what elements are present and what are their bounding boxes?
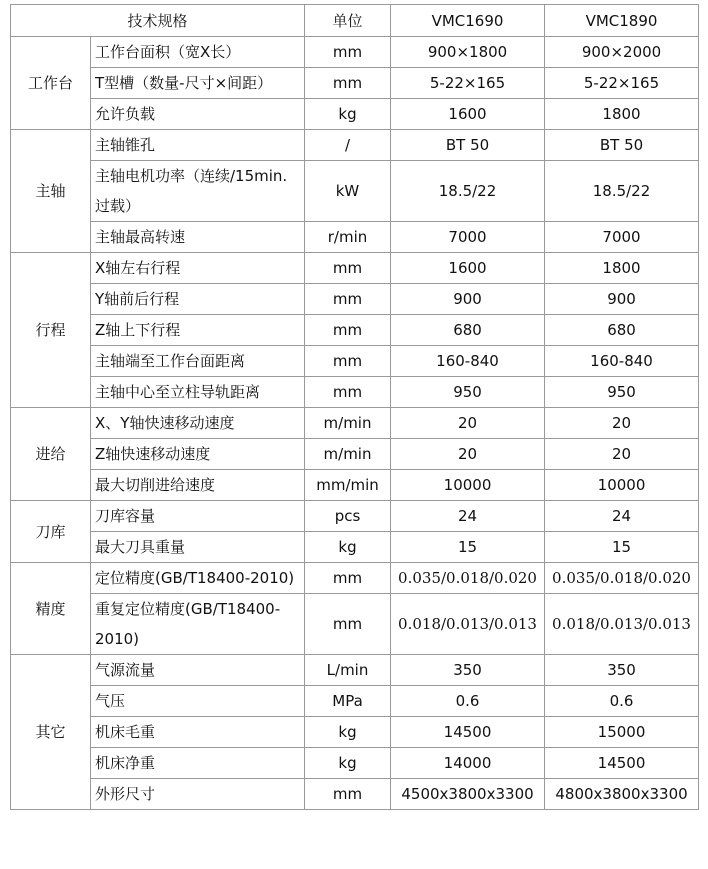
- spec-value-2: 900×2000: [545, 37, 699, 68]
- spec-value-1: 0.6: [391, 686, 545, 717]
- spec-value-1: 160-840: [391, 346, 545, 377]
- spec-value-1: 14500: [391, 717, 545, 748]
- table-row: [11, 161, 699, 222]
- spec-value-2: 900: [545, 284, 699, 315]
- spec-value-1: 0.035/0.018/0.020: [391, 563, 545, 594]
- table-row: [11, 779, 699, 810]
- category-label: 其它: [11, 655, 91, 810]
- header-unit: 单位: [305, 5, 391, 37]
- spec-unit: mm: [305, 315, 391, 346]
- category-label: 行程: [11, 253, 91, 408]
- table-row: [11, 563, 699, 594]
- table-row: [11, 655, 699, 686]
- spec-unit: L/min: [305, 655, 391, 686]
- table-row: [11, 408, 699, 439]
- spec-value-2: 15: [545, 532, 699, 563]
- spec-unit: mm: [305, 68, 391, 99]
- spec-unit: mm: [305, 346, 391, 377]
- spec-value-2: 7000: [545, 222, 699, 253]
- spec-value-1: 950: [391, 377, 545, 408]
- spec-table: [10, 4, 699, 810]
- spec-value-1: 1600: [391, 253, 545, 284]
- spec-value-1: 15: [391, 532, 545, 563]
- table-row: [11, 439, 699, 470]
- table-row: [11, 222, 699, 253]
- category-label: 工作台: [11, 37, 91, 130]
- spec-value-1: 24: [391, 501, 545, 532]
- spec-value-2: BT 50: [545, 130, 699, 161]
- table-row: [11, 253, 699, 284]
- spec-value-2: 20: [545, 439, 699, 470]
- spec-value-1: 20: [391, 408, 545, 439]
- spec-value-1: 680: [391, 315, 545, 346]
- spec-value-2: 0.6: [545, 686, 699, 717]
- spec-name: 定位精度(GB/T18400-2010): [91, 563, 305, 594]
- table-row: [11, 686, 699, 717]
- spec-unit: MPa: [305, 686, 391, 717]
- spec-value-2: 1800: [545, 99, 699, 130]
- category-label: 进给: [11, 408, 91, 501]
- spec-unit: kg: [305, 532, 391, 563]
- table-row: [11, 130, 699, 161]
- spec-value-2: 14500: [545, 748, 699, 779]
- spec-unit: mm: [305, 594, 391, 655]
- spec-name: 外形尺寸: [91, 779, 305, 810]
- spec-unit: kW: [305, 161, 391, 222]
- spec-unit: /: [305, 130, 391, 161]
- spec-value-1: BT 50: [391, 130, 545, 161]
- spec-value-1: 0.018/0.013/0.013: [391, 594, 545, 655]
- spec-value-2: 20: [545, 408, 699, 439]
- spec-name: 机床毛重: [91, 717, 305, 748]
- table-row: [11, 346, 699, 377]
- spec-unit: mm: [305, 377, 391, 408]
- spec-value-1: 20: [391, 439, 545, 470]
- spec-name: 允许负载: [91, 99, 305, 130]
- spec-value-1: 1600: [391, 99, 545, 130]
- table-row: [11, 37, 699, 68]
- spec-value-2: 18.5/22: [545, 161, 699, 222]
- spec-unit: r/min: [305, 222, 391, 253]
- spec-name: Z轴快速移动速度: [91, 439, 305, 470]
- spec-value-2: 10000: [545, 470, 699, 501]
- spec-value-2: 350: [545, 655, 699, 686]
- spec-name: T型槽（数量-尺寸×间距）: [91, 68, 305, 99]
- spec-name: 主轴电机功率（连续/15min.过载）: [91, 161, 305, 222]
- category-label: 刀库: [11, 501, 91, 563]
- table-row: [11, 501, 699, 532]
- table-row: [11, 594, 699, 655]
- table-row: [11, 99, 699, 130]
- table-row: [11, 532, 699, 563]
- header-spec: 技术规格: [11, 5, 305, 37]
- spec-unit: m/min: [305, 408, 391, 439]
- spec-value-1: 900×1800: [391, 37, 545, 68]
- spec-value-1: 10000: [391, 470, 545, 501]
- spec-value-1: 14000: [391, 748, 545, 779]
- table-row: [11, 315, 699, 346]
- spec-value-1: 5-22×165: [391, 68, 545, 99]
- header-model-2: VMC1890: [545, 5, 699, 37]
- spec-name: 气源流量: [91, 655, 305, 686]
- spec-unit: mm/min: [305, 470, 391, 501]
- spec-name: Z轴上下行程: [91, 315, 305, 346]
- spec-value-2: 24: [545, 501, 699, 532]
- spec-name: 气压: [91, 686, 305, 717]
- spec-name: 主轴端至工作台面距离: [91, 346, 305, 377]
- spec-name: 主轴最高转速: [91, 222, 305, 253]
- spec-value-1: 900: [391, 284, 545, 315]
- spec-unit: pcs: [305, 501, 391, 532]
- spec-unit: mm: [305, 37, 391, 68]
- spec-name: Y轴前后行程: [91, 284, 305, 315]
- spec-name: 最大切削进给速度: [91, 470, 305, 501]
- spec-name: 刀库容量: [91, 501, 305, 532]
- spec-name: 最大刀具重量: [91, 532, 305, 563]
- spec-value-2: 1800: [545, 253, 699, 284]
- spec-unit: mm: [305, 779, 391, 810]
- spec-value-2: 0.018/0.013/0.013: [545, 594, 699, 655]
- spec-value-1: 7000: [391, 222, 545, 253]
- spec-name: 主轴中心至立柱导轨距离: [91, 377, 305, 408]
- spec-value-2: 950: [545, 377, 699, 408]
- spec-value-2: 4800x3800x3300: [545, 779, 699, 810]
- spec-name: 机床净重: [91, 748, 305, 779]
- table-row: [11, 284, 699, 315]
- spec-name: X轴左右行程: [91, 253, 305, 284]
- spec-unit: mm: [305, 563, 391, 594]
- spec-value-1: 350: [391, 655, 545, 686]
- spec-name: X、Y轴快速移动速度: [91, 408, 305, 439]
- spec-unit: mm: [305, 253, 391, 284]
- spec-unit: kg: [305, 717, 391, 748]
- spec-unit: mm: [305, 284, 391, 315]
- table-row: [11, 377, 699, 408]
- spec-value-2: 160-840: [545, 346, 699, 377]
- spec-value-1: 18.5/22: [391, 161, 545, 222]
- spec-value-1: 4500x3800x3300: [391, 779, 545, 810]
- spec-name: 主轴锥孔: [91, 130, 305, 161]
- spec-unit: m/min: [305, 439, 391, 470]
- spec-value-2: 680: [545, 315, 699, 346]
- category-label: 主轴: [11, 130, 91, 253]
- category-label: 精度: [11, 563, 91, 655]
- table-row: [11, 470, 699, 501]
- table-row: [11, 68, 699, 99]
- spec-name: 工作台面积（宽X长）: [91, 37, 305, 68]
- spec-value-2: 0.035/0.018/0.020: [545, 563, 699, 594]
- spec-unit: kg: [305, 748, 391, 779]
- spec-value-2: 15000: [545, 717, 699, 748]
- table-row: [11, 748, 699, 779]
- header-row: [11, 5, 699, 37]
- spec-unit: kg: [305, 99, 391, 130]
- spec-value-2: 5-22×165: [545, 68, 699, 99]
- header-model-1: VMC1690: [391, 5, 545, 37]
- table-row: [11, 717, 699, 748]
- spec-name: 重复定位精度(GB/T18400-2010): [91, 594, 305, 655]
